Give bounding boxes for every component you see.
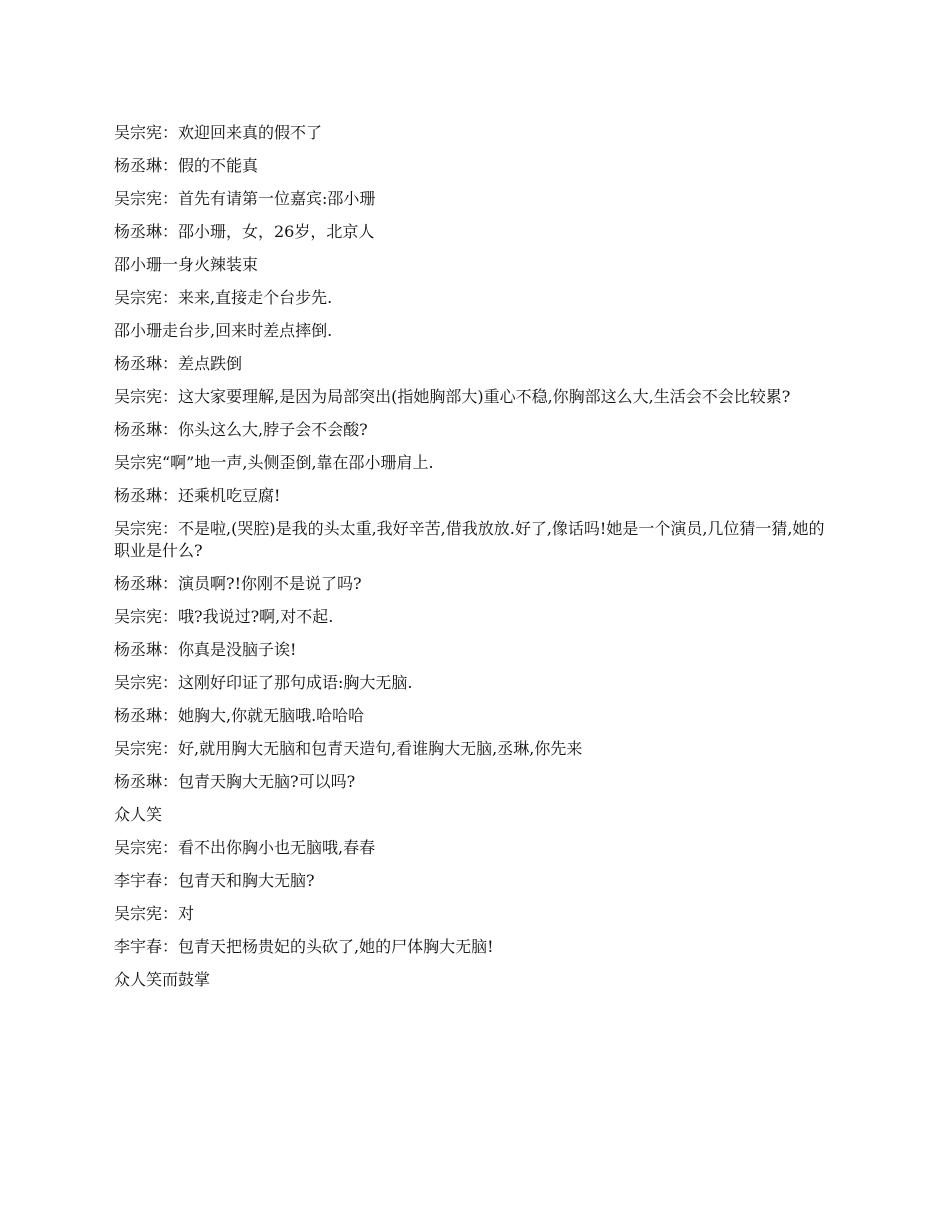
- paragraph: 杨丞琳：演员啊?!你刚不是说了吗?: [114, 574, 362, 593]
- paragraph: 吴宗宪：好,就用胸大无脑和包青天造句,看谁胸大无脑,丞琳,你先来: [114, 739, 583, 758]
- paragraph: 吴宗宪：不是啦,(哭腔)是我的头太重,我好辛苦,借我放放.好了,像话吗!她是一个演员,几位猜一猜,她的职业是什么?: [114, 519, 825, 560]
- paragraph: 李宇春：包青天把杨贵妃的头砍了,她的尸体胸大无脑!: [114, 937, 494, 956]
- paragraph: 李宇春：包青天和胸大无脑?: [114, 871, 315, 890]
- paragraph: 吴宗宪：这刚好印证了那句成语:胸大无脑.: [114, 673, 413, 692]
- paragraph: 杨丞琳：你头这么大,脖子会不会酸?: [114, 420, 368, 439]
- paragraph: 众人笑而鼓掌: [114, 970, 211, 989]
- paragraph: 杨丞琳：差点跌倒: [114, 354, 243, 373]
- paragraph: 吴宗宪“啊”地一声,头侧歪倒,靠在邵小珊肩上.: [114, 453, 434, 472]
- transcript-body: [114, 122, 834, 1002]
- paragraph: 邵小珊一身火辣装束: [114, 255, 259, 274]
- paragraph: 杨丞琳：邵小珊，女，26岁，北京人: [114, 222, 375, 241]
- paragraph: 吴宗宪：哦?我说过?啊,对不起.: [114, 607, 334, 626]
- paragraph: 吴宗宪：来来,直接走个台步先.: [114, 288, 333, 307]
- paragraph: 杨丞琳：你真是没脑子诶!: [114, 640, 297, 659]
- paragraph: 吴宗宪：对: [114, 904, 195, 923]
- paragraph: 吴宗宪：这大家要理解,是因为局部突出(指她胸部大)重心不稳,你胸部这么大,生活会不会比较累?: [114, 387, 791, 406]
- paragraph: 杨丞琳：她胸大,你就无脑哦.哈哈哈: [114, 706, 365, 725]
- paragraph: 众人笑: [114, 805, 163, 824]
- paragraph: 邵小珊走台步,回来时差点摔倒.: [114, 321, 333, 340]
- paragraph: 杨丞琳：假的不能真: [114, 156, 259, 175]
- paragraph: 吴宗宪：首先有请第一位嘉宾:邵小珊: [114, 189, 376, 208]
- paragraph: 吴宗宪：看不出你胸小也无脑哦,春春: [114, 838, 376, 857]
- paragraph: 杨丞琳：包青天胸大无脑?可以吗?: [114, 772, 356, 791]
- paragraph: 吴宗宪：欢迎回来真的假不了: [114, 123, 323, 142]
- paragraph: 杨丞琳：还乘机吃豆腐!: [114, 486, 281, 505]
